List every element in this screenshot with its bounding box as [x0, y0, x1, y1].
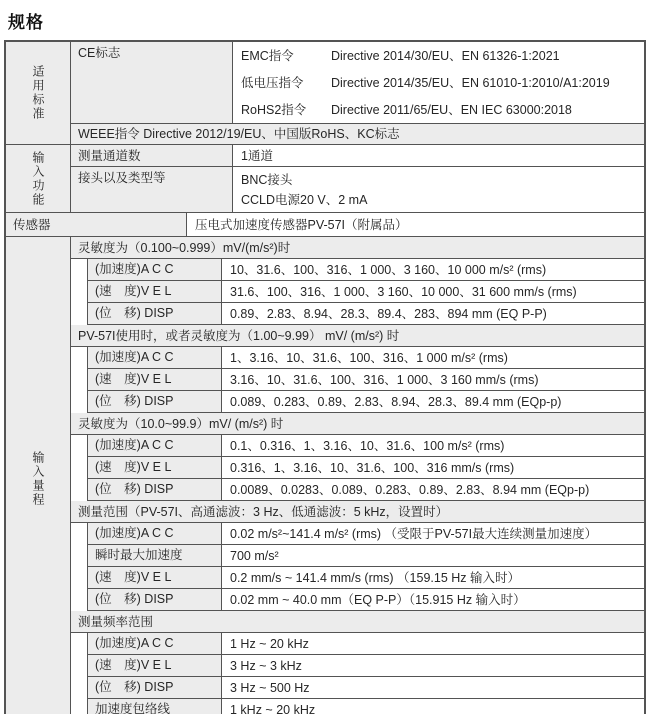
ce-mark-label: CE标志	[78, 46, 121, 60]
row-label-cell	[88, 281, 222, 302]
row-value: 10、31.6、100、316、1 000、3 160、10 000 m/s² (rms)	[230, 262, 547, 277]
row-label-cell	[88, 259, 222, 280]
spec-table	[4, 40, 646, 714]
group-header: PV-57I使用时，或者灵敏度为（1.00~9.99） mV/ (m/s²) 时	[71, 325, 644, 347]
row-label-cell	[88, 457, 222, 478]
row-value-cell	[222, 567, 644, 588]
side-label-text: 输入量程	[31, 451, 45, 507]
row-label-cell	[88, 435, 222, 456]
row-label-cell	[88, 655, 222, 676]
row-value: 0.89、2.83、8.94、28.3、89.4、283、894 mm (EQ P-P)	[230, 306, 547, 321]
group-subrows	[87, 523, 644, 611]
table-row	[88, 369, 644, 391]
table-row	[88, 259, 644, 281]
row-value-cell	[222, 523, 644, 544]
row-value-cell	[222, 347, 644, 368]
row-value: 1 Hz ~ 20 kHz	[230, 636, 309, 651]
table-row	[88, 699, 644, 714]
standards-content	[71, 42, 644, 144]
group-subrows	[87, 435, 644, 501]
row-value-cell	[222, 391, 644, 412]
channel-count-value-cell	[233, 145, 644, 166]
row-label: (速 度)V E L	[95, 658, 172, 672]
row-value-cell	[222, 369, 644, 390]
ce-mark-value-cell	[233, 42, 644, 123]
row-label: 瞬时最大加速度	[95, 548, 183, 562]
ce-directive-text: Directive 2014/35/EU、EN 61010-1:2010/A1:2019	[331, 76, 610, 90]
group-subrows	[87, 633, 644, 714]
row-value: 0.02 mm ~ 40.0 mm（EQ P-P）（15.915 Hz 输入时）	[230, 592, 526, 607]
row-label: (位 移) DISP	[95, 394, 174, 408]
group-sensitivity-high	[71, 413, 644, 501]
row-label: (速 度)V E L	[95, 570, 172, 584]
table-row	[88, 281, 644, 303]
section-input-function	[6, 145, 644, 213]
row-value-cell	[222, 655, 644, 676]
row-label-cell	[88, 677, 222, 698]
row-label-cell	[88, 589, 222, 610]
table-row	[88, 479, 644, 501]
page-title: 规格	[8, 13, 44, 32]
row-label: (加速度)A C C	[95, 350, 174, 364]
row-label: (加速度)A C C	[95, 526, 174, 540]
group-sensitivity-low	[71, 237, 644, 325]
row-value: 0.089、0.283、0.89、2.83、8.94、28.3、89.4 mm (EQp-p)	[230, 394, 562, 409]
connector-type-label-cell	[71, 167, 233, 212]
row-label-cell	[88, 303, 222, 324]
side-label-input-function	[6, 145, 71, 212]
row-value-cell	[222, 699, 644, 714]
row-value-cell	[222, 303, 644, 324]
side-label-text: 适用标准	[31, 65, 45, 121]
connector-type-line: CCLD电源20 V、2 mA	[241, 193, 368, 207]
row-label: (速 度)V E L	[95, 372, 172, 386]
table-row	[88, 567, 644, 589]
side-label-input-range	[6, 237, 71, 714]
row-label: (位 移) DISP	[95, 482, 174, 496]
group-header: 测量频率范围	[71, 611, 644, 633]
connector-type-value-cell	[233, 167, 644, 212]
row-label: (加速度)A C C	[95, 636, 174, 650]
sensor-value: 压电式加速度传感器PV-57I（附属品）	[195, 218, 408, 232]
row-label-cell	[88, 545, 222, 566]
row-value-cell	[222, 281, 644, 302]
table-row	[88, 303, 644, 325]
ce-directive-line	[241, 96, 640, 123]
group-sensitivity-mid	[71, 325, 644, 413]
ce-mark-label-cell	[71, 42, 233, 123]
channel-count-label-cell	[71, 145, 233, 166]
row-label: (位 移) DISP	[95, 592, 174, 606]
ce-directive-name: RoHS2指令	[241, 103, 307, 117]
row-label-cell	[88, 699, 222, 714]
row-value: 0.2 mm/s ~ 141.4 mm/s (rms) （159.15 Hz 输入时）	[230, 570, 520, 585]
weee-cell	[71, 124, 644, 144]
row-value-cell	[222, 545, 644, 566]
group-frequency-range	[71, 611, 644, 714]
input-range-content	[71, 237, 644, 714]
row-ce-mark	[71, 42, 644, 124]
section-input-range	[6, 237, 644, 714]
ce-directive-text: Directive 2014/30/EU、EN 61326-1:2021	[331, 49, 560, 63]
row-label: (速 度)V E L	[95, 284, 172, 298]
group-measurement-range	[71, 501, 644, 611]
ce-directive-line	[241, 69, 640, 96]
row-value: 3.16、10、31.6、100、316、1 000、3 160 mm/s (rms)	[230, 372, 539, 387]
side-label-applicable-standards	[6, 42, 71, 144]
ce-directive-name: EMC指令	[241, 49, 294, 63]
group-header: 测量范围（PV-57I、高通滤波：3 Hz、低通滤波：5 kHz，设置时）	[71, 501, 644, 523]
row-value: 700 m/s²	[230, 548, 279, 563]
row-label-cell	[88, 479, 222, 500]
section-applicable-standards	[6, 42, 644, 145]
row-channel-count	[71, 145, 644, 167]
table-row	[88, 523, 644, 545]
connector-type-line: BNC接头	[241, 173, 293, 187]
sensor-value-cell	[187, 213, 644, 236]
table-row	[88, 677, 644, 699]
row-value-cell	[222, 589, 644, 610]
row-value-cell	[222, 259, 644, 280]
row-value-cell	[222, 435, 644, 456]
table-row	[88, 545, 644, 567]
row-value: 1、3.16、10、31.6、100、316、1 000 m/s² (rms)	[230, 350, 508, 365]
row-label-cell	[88, 369, 222, 390]
ce-directive-text: Directive 2011/65/EU、EN IEC 63000:2018	[331, 103, 572, 117]
row-label-cell	[88, 391, 222, 412]
table-row	[88, 633, 644, 655]
ce-directive-name: 低电压指令	[241, 76, 304, 90]
row-label-cell	[88, 523, 222, 544]
row-value: 3 Hz ~ 3 kHz	[230, 658, 302, 673]
table-row	[88, 347, 644, 369]
row-value-cell	[222, 457, 644, 478]
ce-directive-line	[241, 42, 640, 69]
table-row	[88, 391, 644, 413]
row-value: 31.6、100、316、1 000、3 160、10 000、31 600 mm/s (rms)	[230, 284, 577, 299]
group-subrows	[87, 347, 644, 413]
side-label-text: 输入功能	[31, 150, 45, 207]
row-label: (加速度)A C C	[95, 438, 174, 452]
table-row	[88, 457, 644, 479]
table-row	[88, 589, 644, 611]
group-header: 灵敏度为（0.100~0.999）mV/(m/s²)时	[71, 237, 644, 259]
row-label: (位 移) DISP	[95, 680, 174, 694]
row-value: 0.02 m/s²~141.4 m/s² (rms) （受限于PV-57I最大连续测量加速度）	[230, 526, 598, 541]
row-label-cell	[88, 633, 222, 654]
sensor-label-cell	[6, 213, 187, 236]
row-value-cell	[222, 479, 644, 500]
connector-type-label: 接头以及类型等	[78, 171, 166, 185]
row-value-cell	[222, 633, 644, 654]
input-function-content	[71, 145, 644, 212]
row-label: (速 度)V E L	[95, 460, 172, 474]
row-label: 加速度包络线	[95, 702, 171, 714]
channel-count-label: 测量通道数	[78, 149, 141, 163]
row-value: 0.0089、0.0283、0.089、0.283、0.89、2.83、8.94 mm (EQp-p)	[230, 482, 590, 497]
row-value: 0.1、0.316、1、3.16、10、31.6、100 m/s² (rms)	[230, 438, 505, 453]
row-connector-type	[71, 167, 644, 212]
row-label: (位 移) DISP	[95, 306, 174, 320]
row-label-cell	[88, 347, 222, 368]
row-value: 1 kHz ~ 20 kHz	[230, 703, 316, 714]
spec-page	[0, 8, 648, 714]
weee-text: WEEE指令 Directive 2012/19/EU、中国版RoHS、KC标志	[78, 127, 400, 141]
table-row	[88, 435, 644, 457]
group-subrows	[87, 259, 644, 325]
group-header: 灵敏度为（10.0~99.9）mV/ (m/s²) 时	[71, 413, 644, 435]
row-label-cell	[88, 567, 222, 588]
row-value: 0.316、1、3.16、10、31.6、100、316 mm/s (rms)	[230, 460, 515, 475]
sensor-label: 传感器	[13, 218, 51, 232]
channel-count-value: 1通道	[241, 149, 273, 163]
row-value: 3 Hz ~ 500 Hz	[230, 680, 310, 695]
row-value-cell	[222, 677, 644, 698]
row-label: (加速度)A C C	[95, 262, 174, 276]
table-row	[88, 655, 644, 677]
section-sensor	[6, 213, 644, 237]
row-weee	[71, 124, 644, 144]
